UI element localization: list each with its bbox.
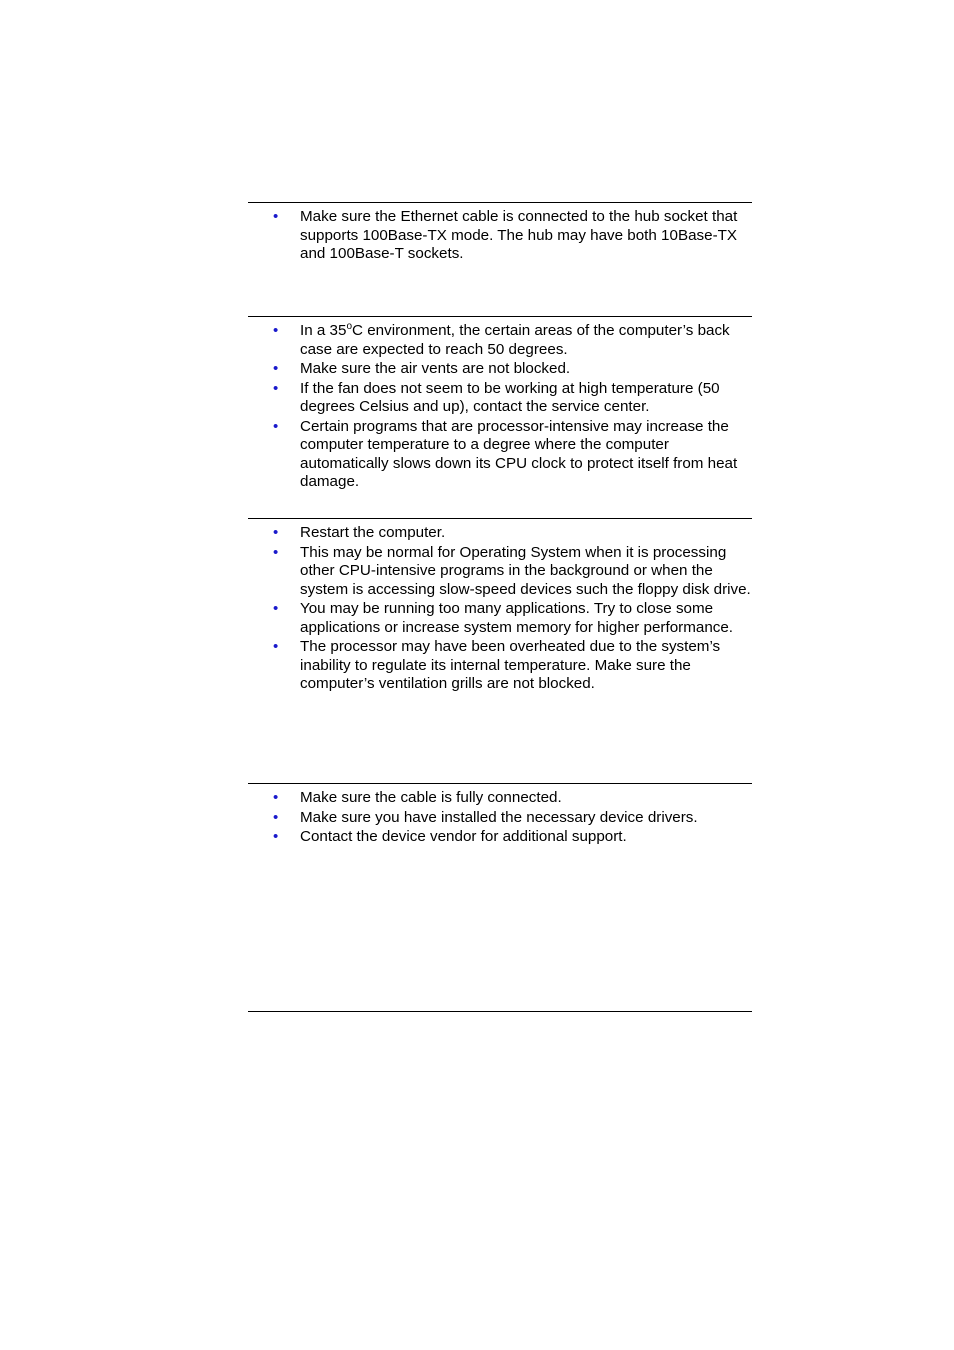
- section-divider-2: [248, 316, 752, 317]
- bullet-icon: •: [273, 638, 279, 655]
- list-item: • Make sure the Ethernet cable is connected to the hub socket that supports 100Base-TX mode. The hub may have both 10Base-TX and 100Base-T sockets.: [273, 208, 738, 262]
- section-performance: [248, 524, 752, 695]
- bullet-icon: •: [273, 208, 279, 225]
- list-item: • This may be normal for Operating System when it is processing other CPU-intensive programs in the background or when the system is accessing slow-speed devices such the floppy disk drive.: [273, 543, 751, 598]
- section-device: [248, 789, 752, 848]
- list-item: • The processor may have been overheated due to the system’s inability to regulate its internal temperature. Make sure the computer’s ventilation grills are not blocked.: [273, 638, 721, 692]
- list-item: • You may be running too many applications. Try to close some applications or increase system memory for higher performance.: [273, 600, 734, 636]
- list-item: • Make sure you have installed the necessary device drivers.: [273, 808, 698, 826]
- bullet-list: [248, 208, 752, 264]
- section-divider-4: [248, 783, 752, 784]
- section-divider-1: [248, 202, 752, 203]
- bullet-icon: •: [273, 600, 279, 617]
- bullet-icon: •: [273, 417, 279, 435]
- list-item: • Make sure the cable is fully connected.: [273, 789, 562, 806]
- bullet-icon: •: [273, 543, 279, 561]
- bullet-icon: •: [273, 524, 279, 541]
- list-item: • Certain programs that are processor-intensive may increase the computer temperature to a degree where the computer automatically slows down its CPU clock to protect itself from heat damage.: [273, 417, 738, 490]
- list-item: • Make sure the air vents are not blocked.: [273, 360, 571, 377]
- footer-divider: [248, 1011, 752, 1012]
- bullet-icon: •: [273, 808, 279, 826]
- bullet-list: [248, 524, 752, 694]
- bullet-icon: •: [273, 379, 279, 397]
- list-item: • If the fan does not seem to be working at high temperature (50 degrees Celsius and up), contact the service center.: [273, 379, 720, 415]
- bullet-list: [248, 322, 752, 492]
- bullet-icon: •: [273, 360, 279, 377]
- bullet-icon: •: [273, 789, 279, 806]
- list-item: • Contact the device vendor for additional support.: [273, 828, 627, 845]
- bullet-list: [248, 789, 752, 847]
- list-item: • In a 35$^o$C environment, the certain areas of the computer’s back case are expected to reach 50 degrees.: [273, 321, 730, 358]
- bullet-icon: •: [273, 828, 279, 845]
- section-divider-3: [248, 518, 752, 519]
- bullet-icon: •: [273, 322, 279, 339]
- section-ethernet: [248, 208, 752, 265]
- section-temperature: [248, 322, 752, 493]
- list-item: • Restart the computer.: [273, 524, 446, 541]
